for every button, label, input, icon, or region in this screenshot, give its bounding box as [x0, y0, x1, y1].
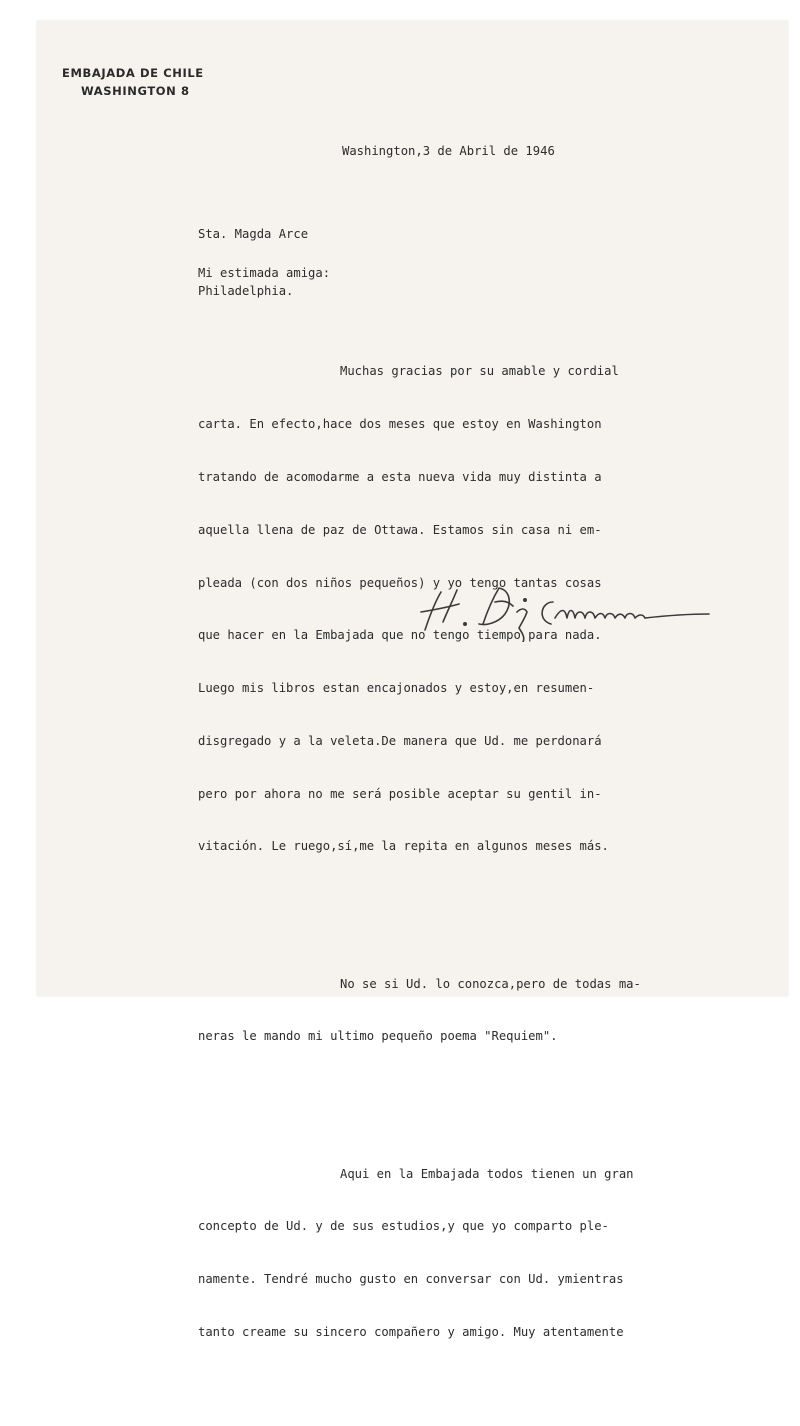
- body-line: tratando de acomodarme a esta nueva vida muy distinta a: [198, 469, 602, 484]
- salutation: Mi estimada amiga:: [198, 266, 331, 280]
- body-line: namente. Tendré mucho gusto en conversar con Ud. ymientras: [198, 1272, 624, 1287]
- date-line: Washington,3 de Abril de 1946: [342, 144, 555, 158]
- handwritten-signature: [413, 572, 713, 642]
- body-line: vitación. Le ruego,sí,me la repita en algunos meses más.: [198, 839, 609, 854]
- body-line: disgregado y a la veleta.De manera que Ud. me perdonará: [198, 733, 602, 748]
- body-line: pero por ahora no me será posible aceptar su gentil in-: [198, 786, 602, 801]
- letter-body: [198, 293, 718, 1426]
- body-line: carta. En efecto,hace dos meses que estoy en Washington: [198, 417, 602, 432]
- paragraph-2: [198, 940, 718, 1081]
- body-line: tanto creame su sincero compañero y amigo. Muy atentamente: [198, 1324, 624, 1339]
- paragraph-3: [198, 1130, 718, 1376]
- letterhead-embassy: EMBAJADA DE CHILE: [62, 66, 204, 80]
- body-line: Luego mis libros estan encajonados y estoy,en resumen-: [198, 681, 595, 696]
- body-line: Aqui en la Embajada todos tienen un gran: [340, 1166, 634, 1181]
- body-line: Muchas gracias por su amable y cordial: [340, 364, 619, 379]
- body-line: que hacer en la Embajada que no tengo tiempo para nada.: [198, 628, 602, 643]
- letterhead: [62, 64, 204, 100]
- body-line: No se si Ud. lo conozca,pero de todas ma-: [340, 976, 641, 991]
- recipient-name: Sta. Magda Arce: [198, 227, 309, 241]
- body-line: aquella llena de paz de Ottawa. Estamos sin casa ni em-: [198, 522, 602, 537]
- recipient-city: Philadelphia.: [198, 284, 294, 298]
- body-line: neras le mando mi ultimo pequeño poema "Requiem".: [198, 1029, 558, 1044]
- letterhead-city: WASHINGTON 8: [81, 84, 190, 98]
- body-line: pleada (con dos niños pequeños) y yo tengo tantas cosas: [198, 575, 602, 590]
- body-line: concepto de Ud. y de sus estudios,y que yo comparto ple-: [198, 1219, 609, 1234]
